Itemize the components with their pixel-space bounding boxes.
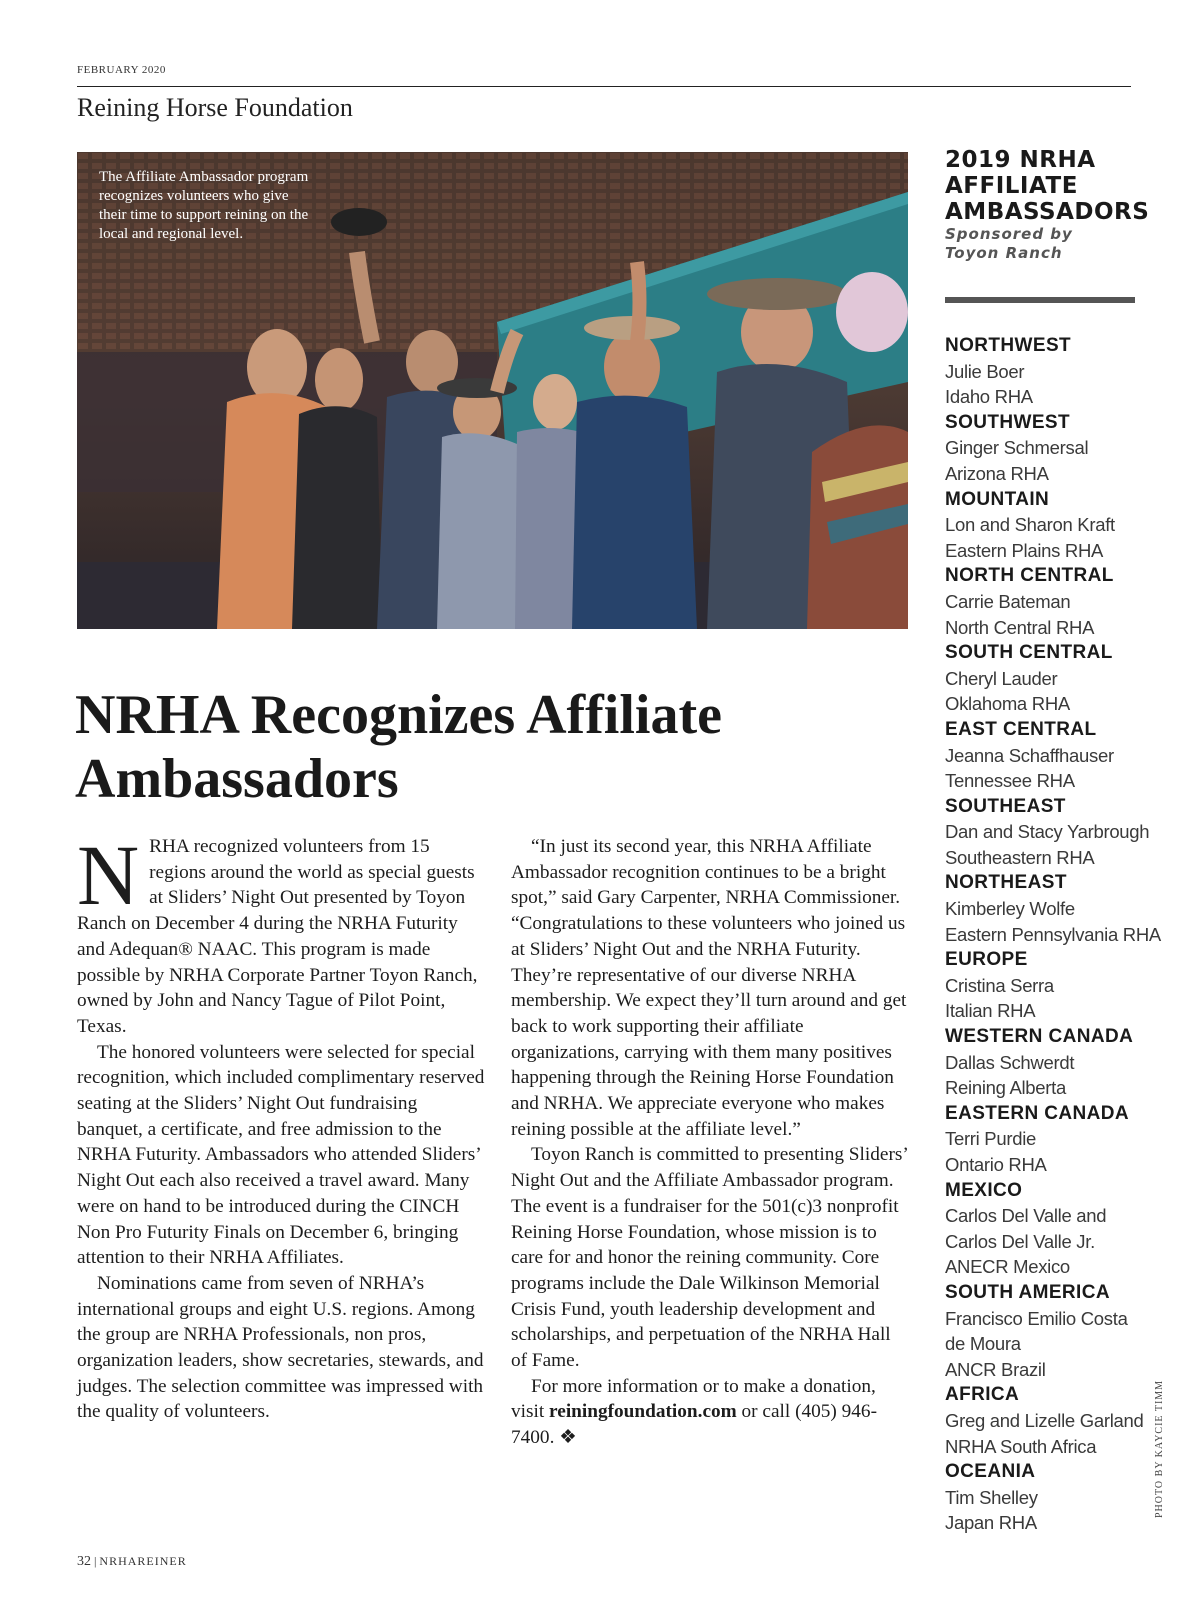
photo-caption: The Affiliate Ambassador program recognizes volunteers who give their time to support reining on the local and regional level. bbox=[99, 169, 309, 242]
region-ambassador-line: Carlos Del Valle Jr. bbox=[945, 1230, 1095, 1252]
article-paragraph-1 bbox=[77, 827, 487, 1040]
page-footer bbox=[77, 1554, 187, 1570]
sidebar-title-line-3: AMBASSADORS bbox=[945, 199, 1150, 225]
sidebar-sponsor-line-2: Toyon Ranch bbox=[945, 244, 1063, 262]
region-ambassador-line: North Central RHA bbox=[945, 616, 1095, 638]
region-ambassador-line: ANECR Mexico bbox=[945, 1256, 1070, 1278]
region-ambassador-line: Tennessee RHA bbox=[945, 770, 1075, 792]
region-ambassador-line: Ontario RHA bbox=[945, 1154, 1047, 1175]
region-ambassador-line: Tim Shelley bbox=[945, 1486, 1038, 1508]
region-ambassador-line: Terri Purdie bbox=[945, 1128, 1036, 1150]
region-name: MOUNTAIN bbox=[945, 488, 1050, 510]
drop-cap: N bbox=[77, 827, 140, 923]
region-ambassador-line: Jeanna Schaffhauser bbox=[945, 744, 1114, 766]
region-ambassador-line: Carrie Bateman bbox=[945, 590, 1071, 612]
arena-crowd-photo bbox=[77, 152, 908, 629]
article-column-left bbox=[77, 827, 487, 1425]
section-title: Reining Horse Foundation bbox=[77, 93, 353, 122]
region-name: EUROPE bbox=[945, 949, 1028, 971]
sidebar-divider bbox=[945, 297, 1135, 303]
region-ambassador-line: Cristina Serra bbox=[945, 974, 1054, 996]
region-name: SOUTH AMERICA bbox=[945, 1281, 1110, 1303]
article-column-right bbox=[511, 834, 911, 1451]
region-ambassador-line: Eastern Plains RHA bbox=[945, 539, 1104, 561]
foundation-website-link[interactable]: reiningfoundation.com bbox=[549, 1401, 737, 1423]
region-ambassador-line: ANCR Brazil bbox=[945, 1358, 1046, 1380]
paragraph-6-contact: or call (405) 946-7400. ❖ bbox=[511, 1401, 877, 1449]
region-ambassador-line: Kimberley Wolfe bbox=[945, 898, 1075, 920]
region-ambassador-line: Idaho RHA bbox=[945, 386, 1033, 408]
region-block bbox=[945, 1101, 1135, 1178]
region-ambassador-line: Italian RHA bbox=[945, 1000, 1036, 1022]
region-name: MEXICO bbox=[945, 1179, 1023, 1201]
region-block bbox=[945, 1459, 1135, 1536]
region-name: NORTHWEST bbox=[945, 335, 1072, 356]
region-name: EASTERN CANADA bbox=[945, 1102, 1129, 1124]
page-number: 32 bbox=[77, 1554, 91, 1569]
region-name: SOUTHWEST bbox=[945, 411, 1070, 433]
region-ambassador-line: Dallas Schwerdt bbox=[945, 1051, 1075, 1073]
region-ambassador-line: de Moura bbox=[945, 1333, 1021, 1355]
region-block bbox=[945, 717, 1135, 794]
region-ambassador-line: Lon and Sharon Kraft bbox=[945, 514, 1115, 536]
sidebar-title-line-1: 2019 NRHA bbox=[945, 147, 1096, 173]
region-name: NORTH CENTRAL bbox=[945, 565, 1114, 587]
region-ambassador-line: NRHA South Africa bbox=[945, 1435, 1097, 1457]
region-name: SOUTHEAST bbox=[945, 795, 1066, 817]
region-name: OCEANIA bbox=[945, 1461, 1036, 1483]
region-block bbox=[945, 947, 1135, 1024]
region-block bbox=[945, 1280, 1135, 1382]
region-block bbox=[945, 1382, 1144, 1459]
region-block bbox=[945, 410, 1135, 487]
region-ambassador-line: Arizona RHA bbox=[945, 462, 1049, 484]
region-block bbox=[945, 870, 1161, 947]
article-paragraph-6 bbox=[511, 1374, 911, 1451]
magazine-name: NRHAREINER bbox=[99, 1554, 187, 1568]
header-divider bbox=[77, 86, 1131, 87]
region-block bbox=[945, 487, 1135, 564]
footer-separator: | bbox=[94, 1554, 97, 1568]
article-paragraph-4: “In just its second year, this NRHA Affiliate Ambassador recognition continues to be a bright spot,” said Gary Carpenter, NRHA Commissioner. “Congratulations to these volunteers who joined us at Sliders’ Night Out and the NRHA Futurity. They’re representative of our diverse NRHA membership. We expect they’ll turn around and get back to work supporting their affiliate organizations, carrying with them many positives happening through the Reining Horse Foundation and NRHA. We appreciate everyone who makes reining possible at the affiliate level.” bbox=[511, 836, 907, 1140]
region-ambassador-line: Cheryl Lauder bbox=[945, 667, 1058, 689]
region-name: NORTHEAST bbox=[945, 872, 1067, 894]
article-paragraph-3: Nominations came from seven of NRHA’s international groups and eight U.S. regions. Among the group are NRHA Professionals, non pros, organization leaders, show secretaries, stewards, and judges. The selection committee was impressed with the quality of volunteers. bbox=[77, 1272, 484, 1423]
region-ambassador-line: Dan and Stacy Yarbrough bbox=[945, 821, 1150, 843]
region-ambassador-line: Oklahoma RHA bbox=[945, 693, 1070, 715]
region-block bbox=[945, 794, 1150, 871]
region-ambassador-line: Carlos Del Valle and bbox=[945, 1205, 1107, 1227]
paragraph-6-text: For more information or to make a donation, visit bbox=[511, 1375, 876, 1423]
photo-credit: PHOTO BY KAYCIE TIMM bbox=[1154, 1379, 1165, 1518]
region-ambassador-line: Japan RHA bbox=[945, 1512, 1037, 1534]
region-name: WESTERN CANADA bbox=[945, 1026, 1134, 1048]
issue-date: FEBRUARY 2020 bbox=[77, 64, 166, 76]
region-ambassador-line: Greg and Lizelle Garland bbox=[945, 1409, 1144, 1431]
region-ambassador-line: Francisco Emilio Costa bbox=[945, 1307, 1128, 1329]
region-block bbox=[945, 640, 1135, 717]
paragraph-1-text: RHA recognized volunteers from 15 regions around the world as special guests at Sliders’ Night Out presented by Toyon Ranch on December 4 during the NRHA Futurity and Adequan® NAAC. This program is made possible by NRHA Corporate Partner Toyon Ranch, owned by John and Nancy Tague of Pilot Point, Texas. bbox=[77, 836, 478, 1037]
region-ambassador-line: Eastern Pennsylvania RHA bbox=[945, 923, 1161, 945]
article-paragraph-5: Toyon Ranch is committed to presenting Sliders’ Night Out and the Affiliate Ambassador program. The event is a fundraiser for the 501(c)3 nonprofit Reining Horse Foundation, whose mission is to care for and honor the reining community. Core programs include the Dale Wilkinson Memorial Crisis Fund, youth leadership development and scholarships, and perpetuation of the NRHA Hall of Fame. bbox=[511, 1144, 908, 1372]
sidebar-title-line-2: AFFILIATE bbox=[945, 173, 1078, 199]
article-headline: NRHA Recognizes Affiliate Ambassadors bbox=[75, 684, 722, 810]
region-block bbox=[945, 333, 1135, 410]
region-ambassador-line: Southeastern RHA bbox=[945, 846, 1095, 868]
region-block bbox=[945, 1178, 1135, 1280]
region-ambassador-line: Ginger Schmersal bbox=[945, 437, 1089, 459]
region-ambassador-line: Julie Boer bbox=[945, 360, 1025, 382]
region-block bbox=[945, 563, 1135, 640]
sidebar-sponsor-line-1: Sponsored by bbox=[945, 225, 1073, 243]
region-ambassador-line: Reining Alberta bbox=[945, 1077, 1066, 1099]
region-name: AFRICA bbox=[945, 1384, 1020, 1406]
region-block bbox=[945, 1024, 1135, 1101]
region-name: EAST CENTRAL bbox=[945, 718, 1097, 740]
region-name: SOUTH CENTRAL bbox=[945, 642, 1113, 664]
article-paragraph-2: The honored volunteers were selected for special recognition, which included complimentary reserved seating at the Sliders’ Night Out fundraising banquet, a certificate, and free admission to the NRHA Futurity. Ambassadors who attended Sliders’ Night Out each also received a travel award. Many were on hand to be introduced during the CINCH Non Pro Futurity Finals on December 6, bringing attention to their NRHA Affiliates. bbox=[77, 1041, 485, 1269]
